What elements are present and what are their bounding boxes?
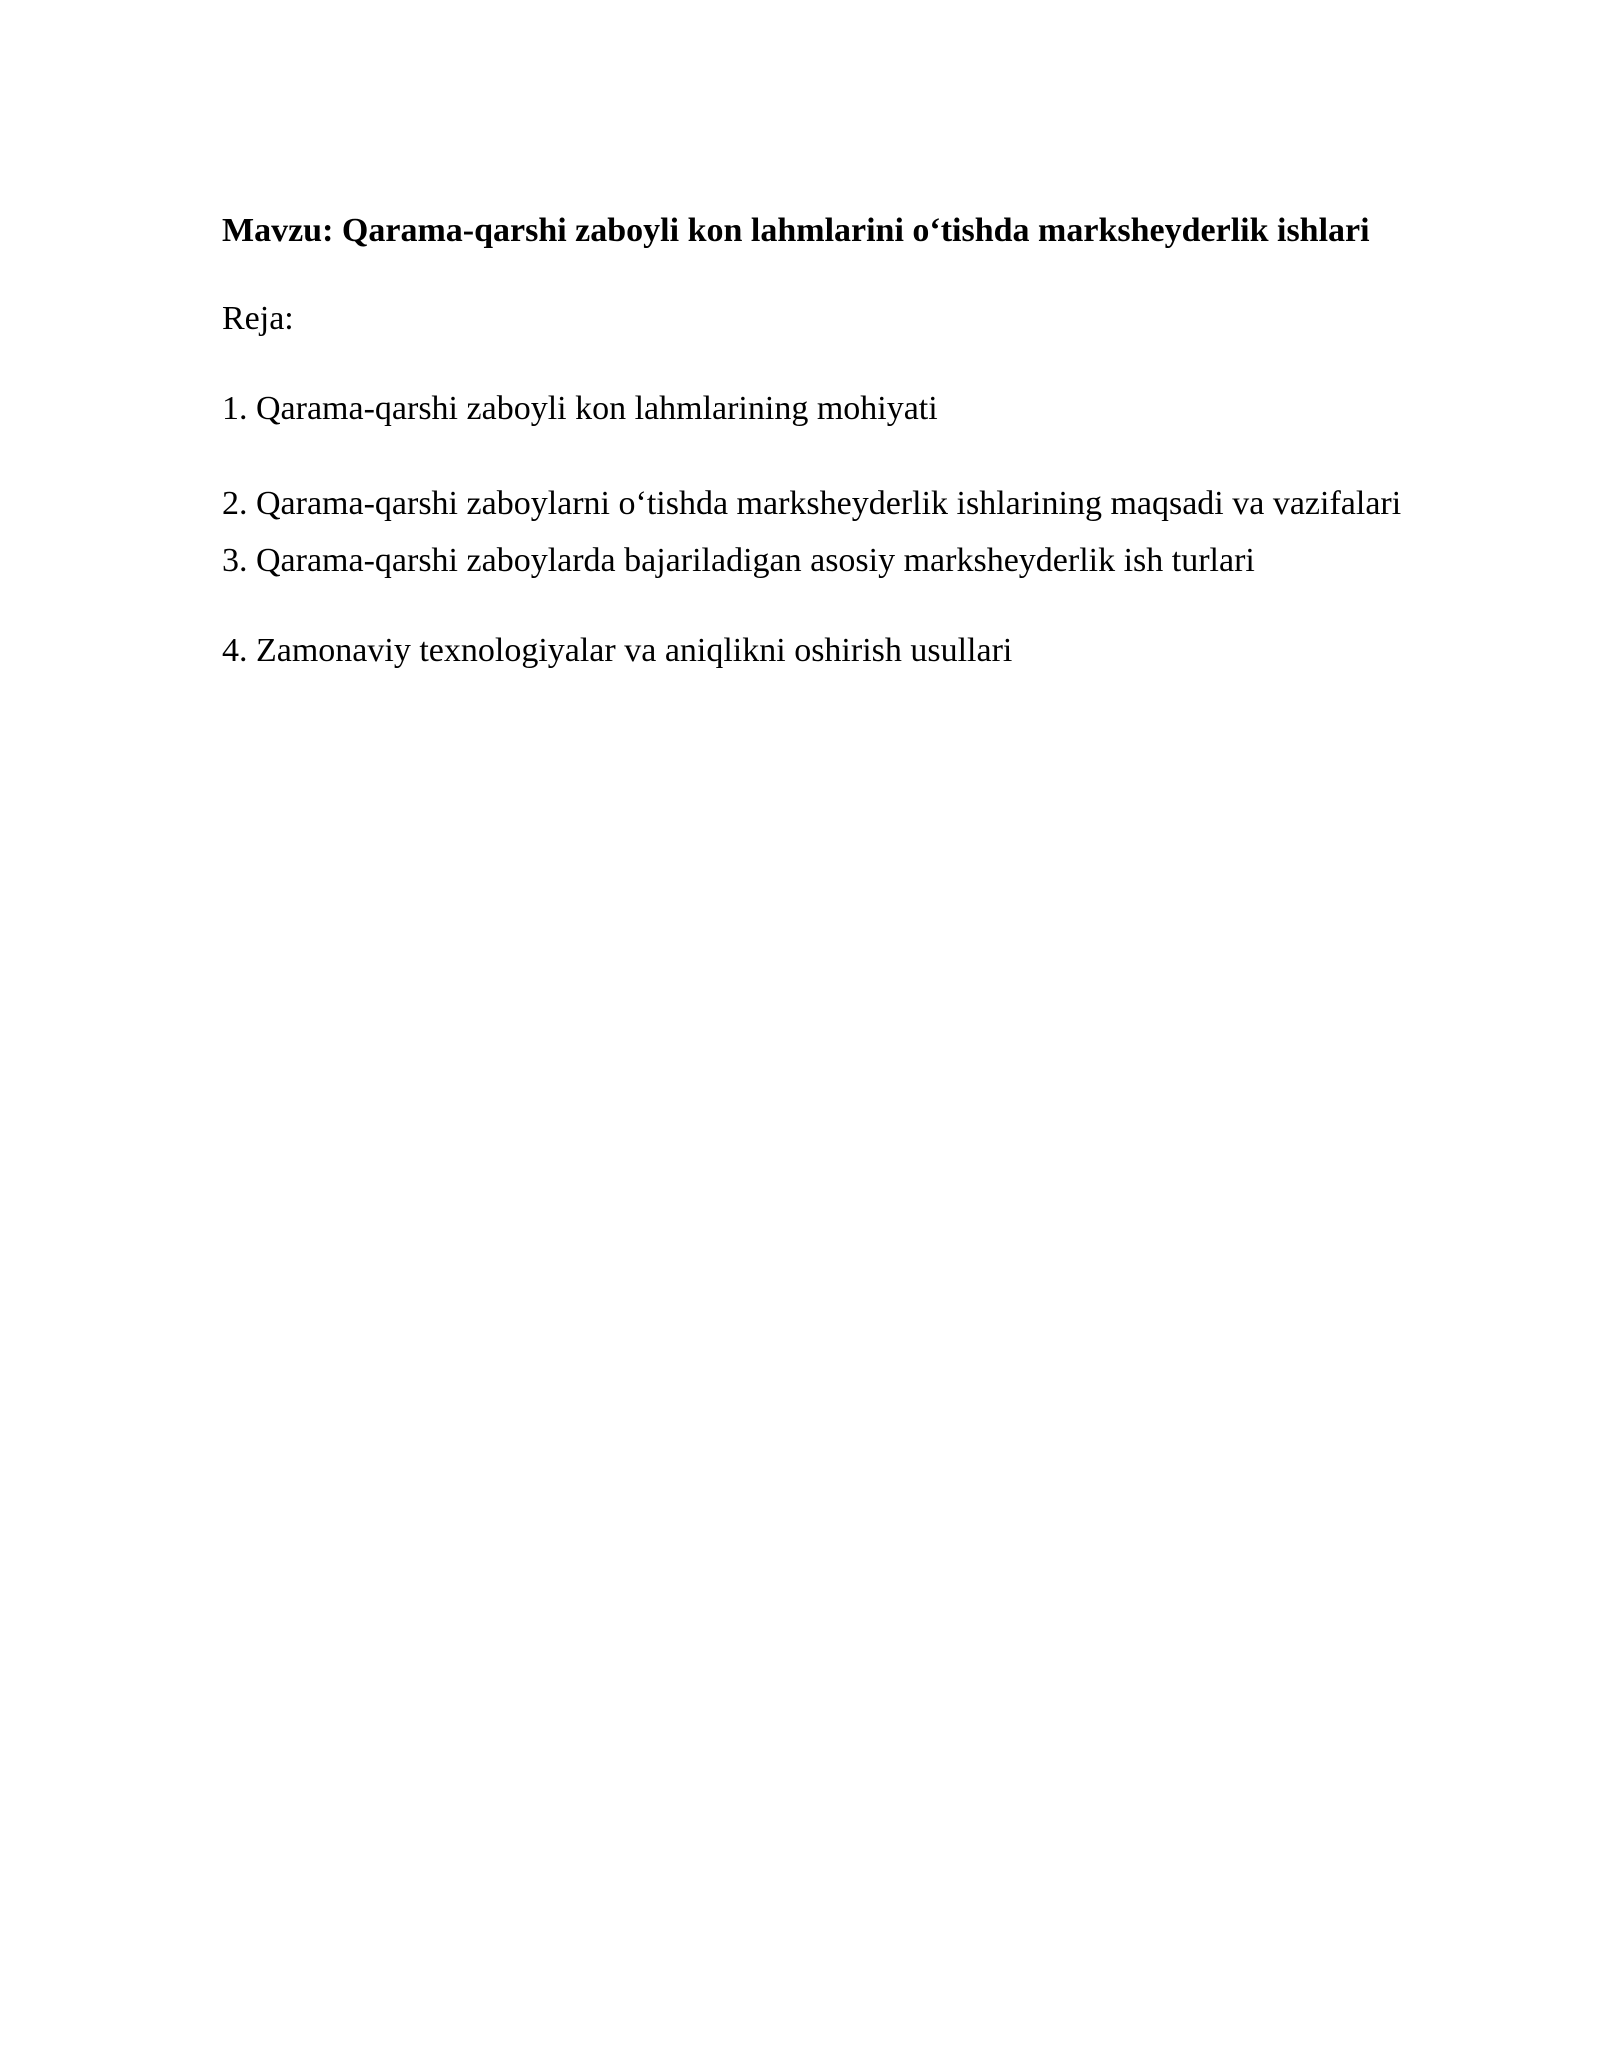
- plan-item-4: 4. Zamonaviy texnologiyalar va aniqlikni oshirish usullari: [222, 632, 1013, 669]
- plan-item-1: 1. Qarama-qarshi zaboyli kon lahmlarining mohiyati: [222, 390, 938, 427]
- plan-item-2: 2. Qarama-qarshi zaboylarni o‘tishda marksheyderlik ishlarining maqsadi va vazifalari: [222, 485, 1402, 522]
- plan-item-3: 3. Qarama-qarshi zaboylarda bajariladigan asosiy marksheyderlik ish turlari: [222, 542, 1255, 579]
- document-title: Mavzu: Qarama-qarshi zaboyli kon lahmlarini o‘tishda marksheyderlik ishlari: [222, 212, 1370, 249]
- plan-heading: Reja:: [222, 300, 294, 337]
- document-body: [222, 205, 1486, 715]
